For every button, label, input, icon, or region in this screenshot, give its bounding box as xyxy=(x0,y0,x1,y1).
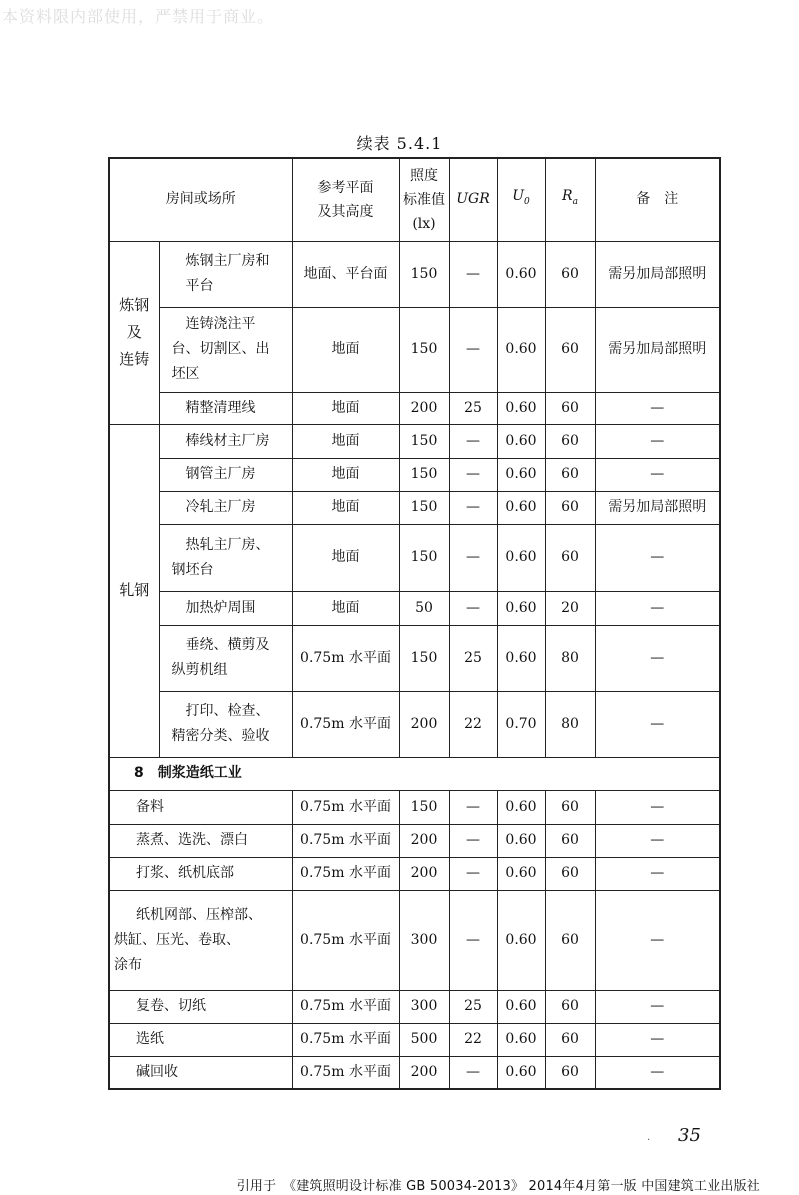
cell-ra: 60 xyxy=(545,1023,595,1056)
cell-ra: 60 xyxy=(545,307,595,392)
cell-note: 需另加局部照明 xyxy=(595,241,720,307)
table-row xyxy=(109,424,720,458)
header-lux xyxy=(399,158,449,241)
cell-note: — xyxy=(595,625,720,691)
table-caption: 续表 5.4.1 xyxy=(356,134,443,153)
cell-place: 精整清理线 xyxy=(159,392,292,424)
cell-u0: 0.60 xyxy=(497,458,545,491)
table-row xyxy=(109,625,720,691)
cell-ugr: — xyxy=(449,591,497,625)
cell-place: 备料 xyxy=(109,790,292,824)
cell-ra: 60 xyxy=(545,1056,595,1089)
table-row xyxy=(109,524,720,591)
table-row xyxy=(109,241,720,307)
table-row xyxy=(109,458,720,491)
place-line: 坯区 xyxy=(171,366,200,382)
cell-plane: 0.75m 水平面 xyxy=(292,890,399,990)
cell-ra: 60 xyxy=(545,857,595,890)
group-label-line: 及 xyxy=(126,323,142,341)
cell-ugr: — xyxy=(449,890,497,990)
cell-place xyxy=(159,691,292,757)
group-rolling: 轧钢 xyxy=(109,424,159,757)
cell-note: — xyxy=(595,524,720,591)
cell-ra: 60 xyxy=(545,790,595,824)
table-row xyxy=(109,990,720,1023)
table-row xyxy=(109,824,720,857)
cell-lux: 150 xyxy=(399,790,449,824)
table-row xyxy=(109,491,720,524)
section-title: 8 制浆造纸工业 xyxy=(109,757,720,790)
cell-plane: 地面 xyxy=(292,307,399,392)
cell-u0: 0.70 xyxy=(497,691,545,757)
cell-note: — xyxy=(595,824,720,857)
cell-note: 需另加局部照明 xyxy=(595,491,720,524)
lighting-standard-table xyxy=(108,157,721,1090)
table-row xyxy=(109,1023,720,1056)
cell-ra: 60 xyxy=(545,990,595,1023)
cell-plane: 0.75m 水平面 xyxy=(292,691,399,757)
cell-plane: 地面 xyxy=(292,491,399,524)
cell-note: — xyxy=(595,890,720,990)
cell-lux: 150 xyxy=(399,424,449,458)
table-row xyxy=(109,790,720,824)
cell-ra: 60 xyxy=(545,824,595,857)
header-u0-subscript: 0 xyxy=(524,197,530,208)
cell-note: — xyxy=(595,392,720,424)
table-row xyxy=(109,1056,720,1089)
header-ugr: UGR xyxy=(449,158,497,241)
place-line: 纸机网部、压榨部、 xyxy=(136,906,262,923)
cell-lux: 150 xyxy=(399,241,449,307)
cell-note: — xyxy=(595,857,720,890)
cell-ra: 60 xyxy=(545,424,595,458)
cell-lux: 150 xyxy=(399,458,449,491)
cell-place: 碱回收 xyxy=(109,1056,292,1089)
place-line: 烘缸、压光、卷取、 xyxy=(114,931,240,948)
table-row xyxy=(109,591,720,625)
header-u0-symbol: U xyxy=(512,188,525,205)
cell-lux: 200 xyxy=(399,691,449,757)
header-ra xyxy=(545,158,595,241)
group-label-line: 连铸 xyxy=(119,350,150,368)
place-line: 垂绕、横剪及 xyxy=(185,637,270,653)
cell-plane: 地面、平台面 xyxy=(292,241,399,307)
cell-ra: 80 xyxy=(545,625,595,691)
place-line: 炼钢主厂房和 xyxy=(185,253,270,269)
header-ra-subscript: a xyxy=(572,197,578,208)
cell-u0: 0.60 xyxy=(497,857,545,890)
cell-plane: 0.75m 水平面 xyxy=(292,824,399,857)
cell-place: 冷轧主厂房 xyxy=(159,491,292,524)
page-number: 35 xyxy=(678,1125,701,1146)
citation-footer: 引用于 《建筑照明设计标准 GB 50034-2013》 2014年4月第一版 中国建筑工业出版社 xyxy=(236,1179,760,1194)
cell-ra: 60 xyxy=(545,392,595,424)
cell-ra: 60 xyxy=(545,241,595,307)
cell-lux: 200 xyxy=(399,392,449,424)
table-row xyxy=(109,307,720,392)
cell-ugr: — xyxy=(449,458,497,491)
cell-place: 选纸 xyxy=(109,1023,292,1056)
cell-ugr: — xyxy=(449,524,497,591)
cell-u0: 0.60 xyxy=(497,591,545,625)
cell-note: — xyxy=(595,424,720,458)
cell-plane: 0.75m 水平面 xyxy=(292,625,399,691)
cell-u0: 0.60 xyxy=(497,824,545,857)
cell-lux: 200 xyxy=(399,824,449,857)
cell-u0: 0.60 xyxy=(497,990,545,1023)
cell-place: 钢管主厂房 xyxy=(159,458,292,491)
cell-ugr: 25 xyxy=(449,625,497,691)
place-line: 台、切割区、出 xyxy=(171,341,270,357)
header-room: 房间或场所 xyxy=(109,158,292,241)
cell-ugr: — xyxy=(449,1056,497,1089)
cell-lux: 200 xyxy=(399,1056,449,1089)
place-line: 热轧主厂房、 xyxy=(185,536,270,553)
table-row xyxy=(109,392,720,424)
cell-plane: 0.75m 水平面 xyxy=(292,1023,399,1056)
cell-note: — xyxy=(595,1023,720,1056)
cell-ugr: 22 xyxy=(449,1023,497,1056)
cell-plane: 0.75m 水平面 xyxy=(292,857,399,890)
page-dot: . xyxy=(647,1132,651,1143)
cell-place xyxy=(159,524,292,591)
cell-u0: 0.60 xyxy=(497,491,545,524)
cell-place: 棒线材主厂房 xyxy=(159,424,292,458)
place-line: 涂布 xyxy=(114,956,142,973)
header-plane-line: 参考平面 xyxy=(317,179,374,196)
cell-ugr: — xyxy=(449,241,497,307)
header-plane-line: 及其高度 xyxy=(317,203,374,220)
cell-lux: 150 xyxy=(399,491,449,524)
cell-note: — xyxy=(595,591,720,625)
cell-u0: 0.60 xyxy=(497,625,545,691)
cell-ugr: — xyxy=(449,857,497,890)
cell-lux: 300 xyxy=(399,990,449,1023)
header-lux-line: (lx) xyxy=(412,215,436,232)
cell-note: — xyxy=(595,790,720,824)
cell-lux: 150 xyxy=(399,524,449,591)
cell-u0: 0.60 xyxy=(497,524,545,591)
header-lux-line: 照度 xyxy=(410,167,438,184)
cell-ugr: — xyxy=(449,307,497,392)
table-header-row xyxy=(109,158,720,241)
table-row xyxy=(109,691,720,757)
header-ra-symbol: R xyxy=(562,188,573,205)
group-steelmaking xyxy=(109,241,159,424)
cell-place xyxy=(109,890,292,990)
cell-place: 加热炉周围 xyxy=(159,591,292,625)
cell-note: — xyxy=(595,691,720,757)
cell-note: — xyxy=(595,458,720,491)
cell-ra: 60 xyxy=(545,491,595,524)
cell-lux: 150 xyxy=(399,307,449,392)
cell-lux: 500 xyxy=(399,1023,449,1056)
cell-ugr: 25 xyxy=(449,392,497,424)
section-row xyxy=(109,757,720,790)
cell-place xyxy=(159,241,292,307)
place-line: 平台 xyxy=(185,278,214,294)
cell-u0: 0.60 xyxy=(497,890,545,990)
cell-place: 蒸煮、选洗、漂白 xyxy=(109,824,292,857)
header-note: 备 注 xyxy=(595,158,720,241)
cell-note: — xyxy=(595,990,720,1023)
table-row xyxy=(109,890,720,990)
cell-u0: 0.60 xyxy=(497,307,545,392)
place-line: 纵剪机组 xyxy=(171,662,228,678)
cell-plane: 0.75m 水平面 xyxy=(292,790,399,824)
cell-u0: 0.60 xyxy=(497,1056,545,1089)
cell-ugr: — xyxy=(449,491,497,524)
cell-plane: 地面 xyxy=(292,524,399,591)
cell-place: 打浆、纸机底部 xyxy=(109,857,292,890)
cell-plane: 0.75m 水平面 xyxy=(292,1056,399,1089)
cell-ra: 60 xyxy=(545,458,595,491)
cell-u0: 0.60 xyxy=(497,424,545,458)
place-line: 钢坯台 xyxy=(171,561,214,578)
cell-ra: 20 xyxy=(545,591,595,625)
cell-note: — xyxy=(595,1056,720,1089)
cell-ugr: — xyxy=(449,790,497,824)
cell-lux: 300 xyxy=(399,890,449,990)
cell-ra: 60 xyxy=(545,524,595,591)
cell-place xyxy=(159,307,292,392)
cell-ugr: 25 xyxy=(449,990,497,1023)
group-label-line: 炼钢 xyxy=(119,296,150,314)
cell-ra: 80 xyxy=(545,691,595,757)
cell-plane: 地面 xyxy=(292,591,399,625)
cell-plane: 地面 xyxy=(292,458,399,491)
cell-u0: 0.60 xyxy=(497,241,545,307)
place-line: 精密分类、验收 xyxy=(171,728,270,744)
cell-ugr: — xyxy=(449,824,497,857)
cell-ugr: — xyxy=(449,424,497,458)
cell-plane: 0.75m 水平面 xyxy=(292,990,399,1023)
cell-lux: 200 xyxy=(399,857,449,890)
cell-plane: 地面 xyxy=(292,392,399,424)
cell-u0: 0.60 xyxy=(497,392,545,424)
cell-ugr: 22 xyxy=(449,691,497,757)
cell-u0: 0.60 xyxy=(497,1023,545,1056)
cell-lux: 150 xyxy=(399,625,449,691)
cell-place: 复卷、切纸 xyxy=(109,990,292,1023)
cell-lux: 50 xyxy=(399,591,449,625)
place-line: 连铸浇注平 xyxy=(185,316,256,332)
header-plane xyxy=(292,158,399,241)
cell-ra: 60 xyxy=(545,890,595,990)
table-row xyxy=(109,857,720,890)
cell-u0: 0.60 xyxy=(497,790,545,824)
cell-note: 需另加局部照明 xyxy=(595,307,720,392)
cell-place xyxy=(159,625,292,691)
place-line: 打印、检查、 xyxy=(185,703,270,719)
watermark: 本资料限内部使用，严禁用于商业。 xyxy=(2,7,275,26)
cell-plane: 地面 xyxy=(292,424,399,458)
header-u0 xyxy=(497,158,545,241)
header-lux-line: 标准值 xyxy=(403,191,445,208)
